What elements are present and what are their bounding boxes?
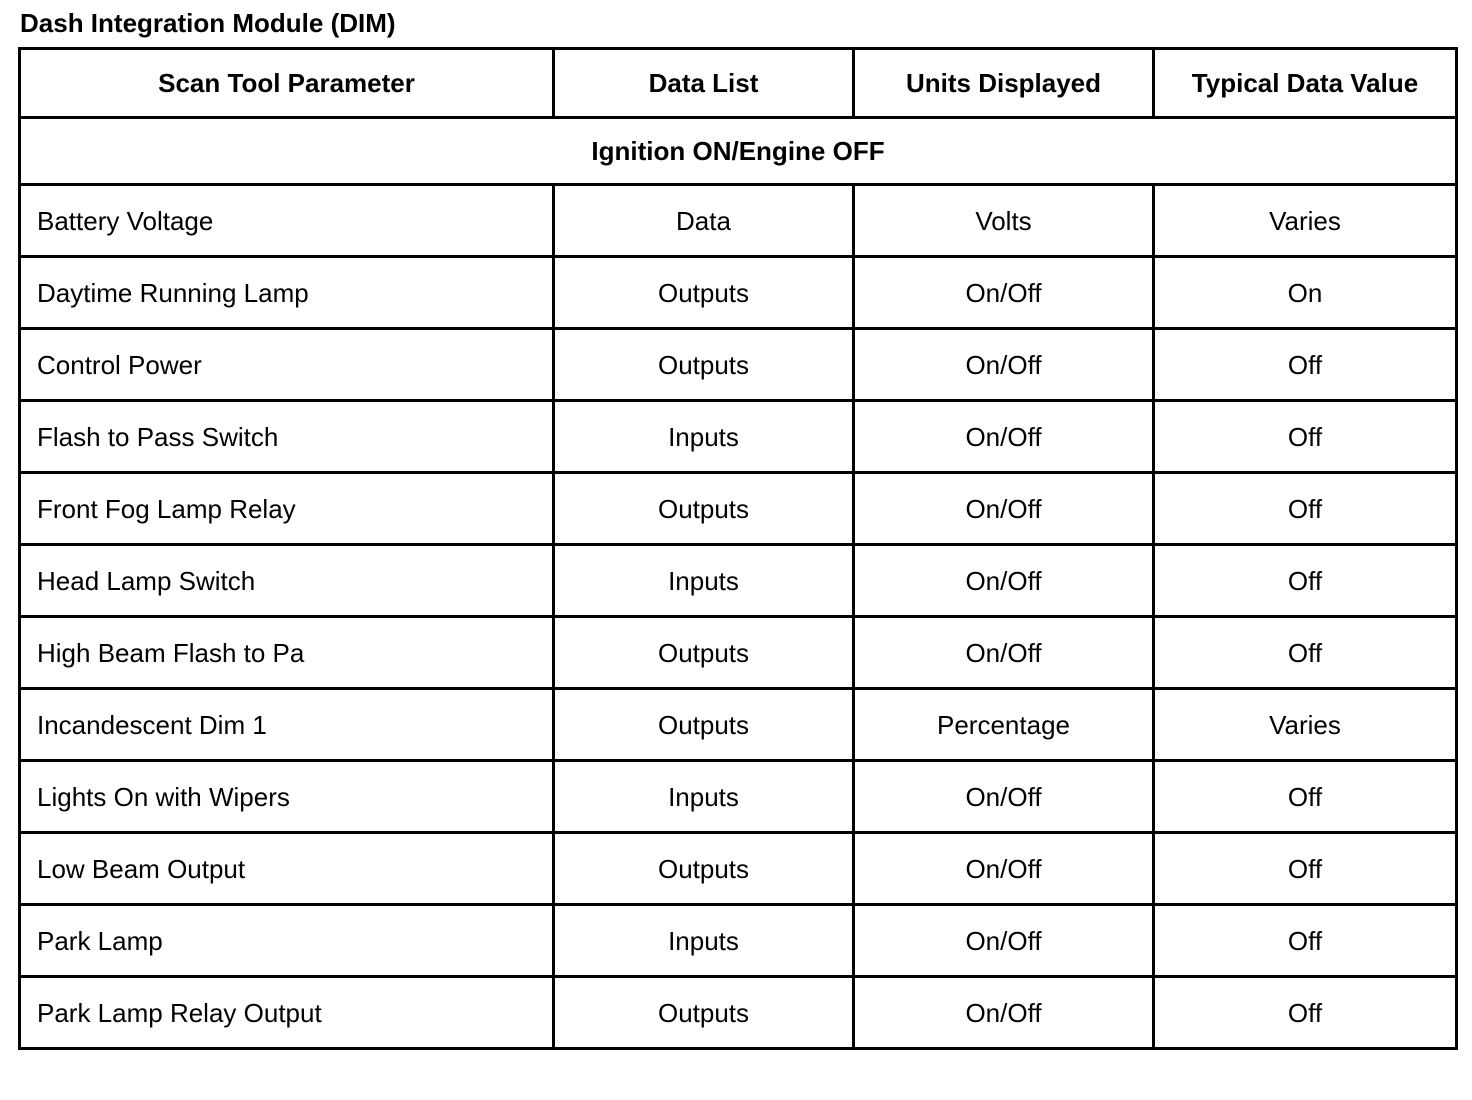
table-row xyxy=(20,689,1457,761)
table-row xyxy=(20,473,1457,545)
cell-parameter: Control Power xyxy=(20,329,554,401)
cell-units: On/Off xyxy=(854,473,1154,545)
cell-parameter: Front Fog Lamp Relay xyxy=(20,473,554,545)
header-data-list: Data List xyxy=(554,49,854,118)
table-row xyxy=(20,977,1457,1049)
cell-parameter: Incandescent Dim 1 xyxy=(20,689,554,761)
cell-typical-value: On xyxy=(1154,257,1457,329)
cell-units: On/Off xyxy=(854,401,1154,473)
cell-units: On/Off xyxy=(854,617,1154,689)
cell-typical-value: Off xyxy=(1154,833,1457,905)
cell-typical-value: Off xyxy=(1154,329,1457,401)
cell-parameter: High Beam Flash to Pa xyxy=(20,617,554,689)
table-row xyxy=(20,329,1457,401)
cell-typical-value: Varies xyxy=(1154,185,1457,257)
header-units-displayed: Units Displayed xyxy=(854,49,1154,118)
cell-units: On/Off xyxy=(854,833,1154,905)
cell-typical-value: Off xyxy=(1154,473,1457,545)
cell-data-list: Outputs xyxy=(554,833,854,905)
cell-data-list: Inputs xyxy=(554,401,854,473)
cell-data-list: Outputs xyxy=(554,689,854,761)
cell-units: Volts xyxy=(854,185,1154,257)
cell-parameter: Park Lamp Relay Output xyxy=(20,977,554,1049)
table-row xyxy=(20,617,1457,689)
cell-units: On/Off xyxy=(854,761,1154,833)
document-title: Dash Integration Module (DIM) xyxy=(20,8,396,38)
cell-typical-value: Varies xyxy=(1154,689,1457,761)
cell-typical-value: Off xyxy=(1154,545,1457,617)
cell-typical-value: Off xyxy=(1154,617,1457,689)
cell-units: On/Off xyxy=(854,905,1154,977)
cell-parameter: Daytime Running Lamp xyxy=(20,257,554,329)
cell-data-list: Inputs xyxy=(554,905,854,977)
cell-parameter: Head Lamp Switch xyxy=(20,545,554,617)
table-row xyxy=(20,185,1457,257)
scan-tool-data-table xyxy=(18,47,1458,1050)
cell-data-list: Outputs xyxy=(554,617,854,689)
table-row xyxy=(20,761,1457,833)
table-row xyxy=(20,905,1457,977)
cell-parameter: Park Lamp xyxy=(20,905,554,977)
cell-data-list: Inputs xyxy=(554,761,854,833)
cell-typical-value: Off xyxy=(1154,977,1457,1049)
table-header-row xyxy=(20,49,1457,118)
cell-units: On/Off xyxy=(854,329,1154,401)
cell-typical-value: Off xyxy=(1154,401,1457,473)
header-typical-data-value: Typical Data Value xyxy=(1154,49,1457,118)
table-row xyxy=(20,833,1457,905)
cell-data-list: Outputs xyxy=(554,329,854,401)
cell-units: Percentage xyxy=(854,689,1154,761)
cell-units: On/Off xyxy=(854,257,1154,329)
cell-parameter: Flash to Pass Switch xyxy=(20,401,554,473)
cell-typical-value: Off xyxy=(1154,761,1457,833)
table-row xyxy=(20,545,1457,617)
cell-parameter: Lights On with Wipers xyxy=(20,761,554,833)
cell-data-list: Inputs xyxy=(554,545,854,617)
table-row xyxy=(20,257,1457,329)
cell-typical-value: Off xyxy=(1154,905,1457,977)
cell-parameter: Battery Voltage xyxy=(20,185,554,257)
cell-data-list: Outputs xyxy=(554,977,854,1049)
section-row xyxy=(20,118,1457,185)
section-label: Ignition ON/Engine OFF xyxy=(20,118,1457,185)
cell-units: On/Off xyxy=(854,977,1154,1049)
cell-units: On/Off xyxy=(854,545,1154,617)
cell-parameter: Low Beam Output xyxy=(20,833,554,905)
cell-data-list: Outputs xyxy=(554,257,854,329)
table-row xyxy=(20,401,1457,473)
cell-data-list: Data xyxy=(554,185,854,257)
cell-data-list: Outputs xyxy=(554,473,854,545)
header-scan-tool-parameter: Scan Tool Parameter xyxy=(20,49,554,118)
